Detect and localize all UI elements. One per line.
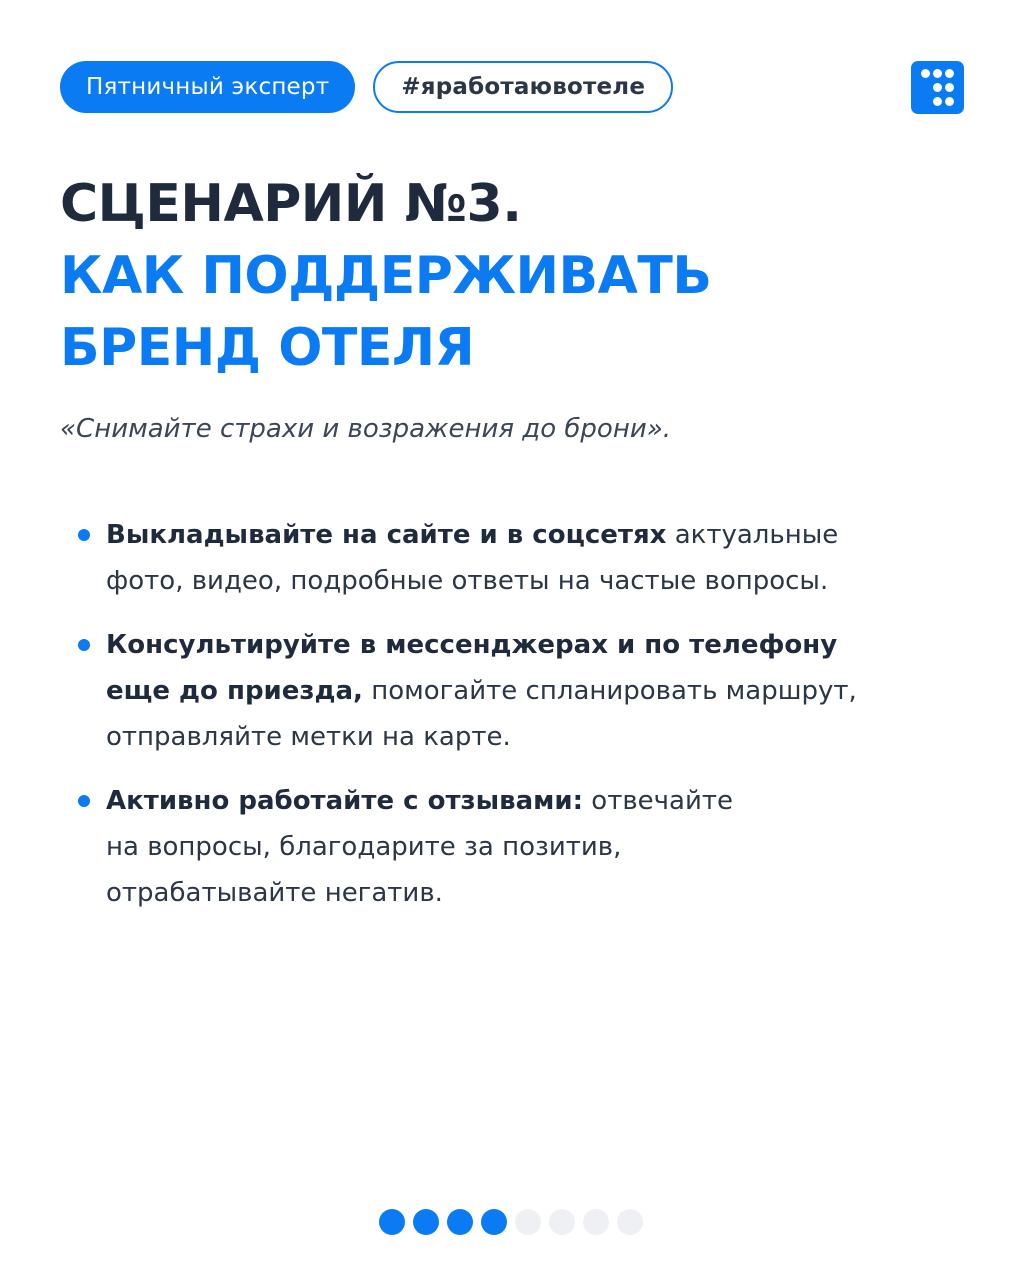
- logo-dot: [933, 83, 942, 92]
- title-line-2: КАК ПОДДЕРЖИВАТЬ: [60, 246, 712, 306]
- bullet-list: [60, 512, 960, 934]
- pagination-dot-3[interactable]: [447, 1209, 473, 1235]
- title-line-3: БРЕНД ОТЕЛЯ: [60, 318, 475, 378]
- bullet-text: на вопросы, благодарите за позитив,: [106, 832, 622, 862]
- tag-hashtag[interactable]: #яработаювотеле: [373, 61, 673, 113]
- bullet-line: [106, 558, 960, 604]
- logo-dot: [933, 69, 942, 78]
- bullet-dot-icon: [78, 639, 90, 651]
- pagination-dot-6[interactable]: [549, 1209, 575, 1235]
- bullet-line: [106, 714, 960, 760]
- bullet-bold-text: еще до приезда,: [106, 676, 363, 706]
- logo-dot: [921, 69, 930, 78]
- header-tags: [60, 61, 673, 113]
- pagination-dot-2[interactable]: [413, 1209, 439, 1235]
- pagination-dot-5[interactable]: [515, 1209, 541, 1235]
- bullet-text: фото, видео, подробные ответы на частые вопросы.: [106, 566, 829, 596]
- pagination-dot-7[interactable]: [583, 1209, 609, 1235]
- bullet-line: [106, 870, 960, 916]
- logo-dot: [933, 97, 942, 106]
- bullet-text: отвечайте: [583, 786, 734, 816]
- bullet-text: помогайте спланировать маршрут,: [362, 676, 857, 706]
- bullet-dot-icon: [78, 529, 90, 541]
- tag-friday-expert[interactable]: Пятничный эксперт: [60, 61, 355, 113]
- bullet-bold-text: Консультируйте в мессенджерах и по телефону: [106, 630, 838, 660]
- dots-grid-logo-icon: [911, 61, 964, 114]
- title-line-1: СЦЕНАРИЙ №3.: [60, 174, 522, 234]
- pagination-dot-4[interactable]: [481, 1209, 507, 1235]
- pagination-dots[interactable]: [379, 1209, 643, 1235]
- pagination-dot-1[interactable]: [379, 1209, 405, 1235]
- bullet-text: отправляйте метки на карте.: [106, 722, 511, 752]
- quote-text: «Снимайте страхи и возражения до брони».: [60, 414, 672, 444]
- pagination-dot-8[interactable]: [617, 1209, 643, 1235]
- bullet-text: актуальные: [666, 520, 839, 550]
- logo-dot: [945, 83, 954, 92]
- bullet-line: [106, 622, 960, 668]
- logo-dot: [945, 97, 954, 106]
- bullet-dot-icon: [78, 795, 90, 807]
- list-item: [60, 778, 960, 916]
- bullet-line: [106, 778, 960, 824]
- bullet-bold-text: Активно работайте с отзывами:: [106, 786, 584, 816]
- bullet-line: [106, 824, 960, 870]
- bullet-line: [106, 668, 960, 714]
- page-title: [60, 168, 712, 384]
- logo-dot: [945, 69, 954, 78]
- list-item: [60, 622, 960, 760]
- bullet-line: [106, 512, 960, 558]
- bullet-bold-text: Выкладывайте на сайте и в соцсетях: [106, 520, 667, 550]
- bullet-text: отрабатывайте негатив.: [106, 878, 443, 908]
- list-item: [60, 512, 960, 604]
